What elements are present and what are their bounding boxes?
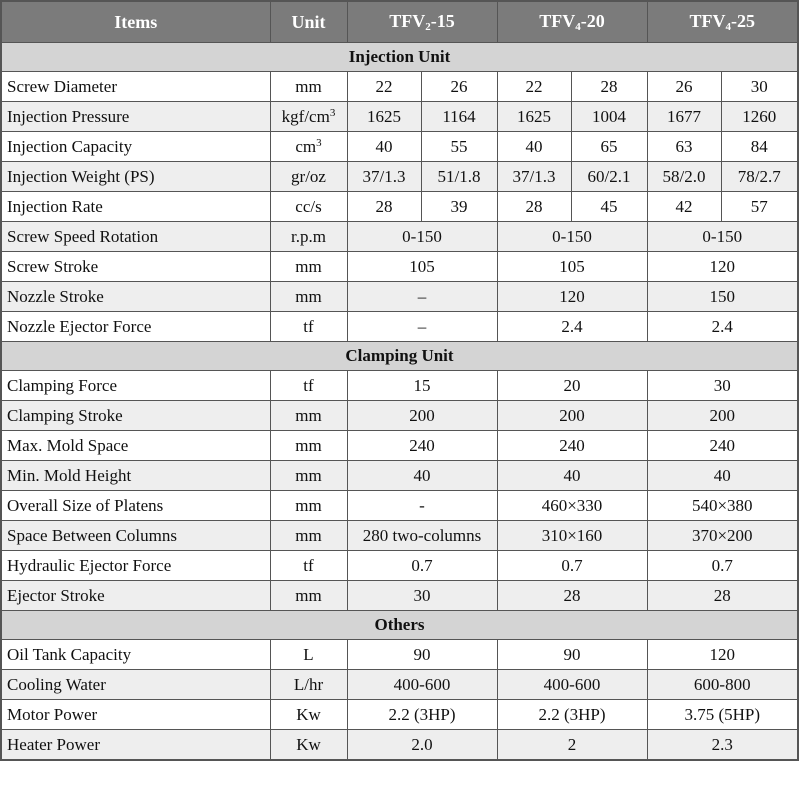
row-label: Motor Power [1, 700, 270, 730]
cell-value: 370×200 [647, 521, 798, 551]
cell-value: 1677 [647, 102, 721, 132]
cell-value: – [347, 312, 497, 342]
cell-value: 1625 [497, 102, 571, 132]
row-unit: mm [270, 581, 347, 611]
cell-value: 28 [497, 192, 571, 222]
cell-value: 37/1.3 [497, 162, 571, 192]
cell-value: 28 [647, 581, 798, 611]
cell-value: 2.3 [647, 730, 798, 761]
row-unit: mm [270, 401, 347, 431]
header-model-2: $TFV_4-20$ [497, 1, 647, 43]
table-row [1, 581, 798, 611]
cell-value: 2.0 [347, 730, 497, 761]
cell-value: 240 [647, 431, 798, 461]
row-unit: Kw [270, 730, 347, 761]
cell-value: 540×380 [647, 491, 798, 521]
table-row [1, 132, 798, 162]
cell-value: 42 [647, 192, 721, 222]
cell-value: - [347, 491, 497, 521]
cell-value: 22 [497, 72, 571, 102]
row-unit: mm [270, 431, 347, 461]
table-row [1, 491, 798, 521]
table-row [1, 192, 798, 222]
section-title: Clamping Unit [1, 342, 798, 371]
row-unit: mm [270, 521, 347, 551]
row-unit: mm [270, 72, 347, 102]
cell-value: 240 [347, 431, 497, 461]
row-label: Max. Mold Space [1, 431, 270, 461]
cell-value: 1260 [721, 102, 798, 132]
cell-value: 58/2.0 [647, 162, 721, 192]
cell-value: 55 [421, 132, 497, 162]
cell-value: 240 [497, 431, 647, 461]
cell-value: 310×160 [497, 521, 647, 551]
cell-value: 30 [721, 72, 798, 102]
cell-value: 30 [347, 581, 497, 611]
cell-value: 40 [647, 461, 798, 491]
table-row [1, 431, 798, 461]
table-row [1, 730, 798, 761]
cell-value: 90 [497, 640, 647, 670]
section-row [1, 342, 798, 371]
cell-value: 40 [497, 461, 647, 491]
cell-value: 120 [647, 640, 798, 670]
row-label: Nozzle Stroke [1, 282, 270, 312]
cell-value: 57 [721, 192, 798, 222]
cell-value: 0.7 [497, 551, 647, 581]
cell-value: 0.7 [647, 551, 798, 581]
cell-value: 30 [647, 371, 798, 401]
row-label: Nozzle Ejector Force [1, 312, 270, 342]
row-unit: mm [270, 252, 347, 282]
cell-value: 120 [647, 252, 798, 282]
table-row [1, 640, 798, 670]
row-label: Space Between Columns [1, 521, 270, 551]
cell-value: 1625 [347, 102, 421, 132]
cell-value: 0-150 [647, 222, 798, 252]
cell-value: 105 [497, 252, 647, 282]
cell-value: 200 [497, 401, 647, 431]
row-unit: mm [270, 461, 347, 491]
cell-value: 37/1.3 [347, 162, 421, 192]
cell-value: 2.2 (3HP) [347, 700, 497, 730]
cell-value: – [347, 282, 497, 312]
cell-value: 3.75 (5HP) [647, 700, 798, 730]
row-label: Screw Diameter [1, 72, 270, 102]
cell-value: 65 [571, 132, 647, 162]
cell-value: 15 [347, 371, 497, 401]
cell-value: 20 [497, 371, 647, 401]
cell-value: 84 [721, 132, 798, 162]
header-model-1: $TFV_2-15$ [347, 1, 497, 43]
cell-value: 120 [497, 282, 647, 312]
table-row [1, 670, 798, 700]
table-row [1, 401, 798, 431]
cell-value: 200 [347, 401, 497, 431]
cell-value: 60/2.1 [571, 162, 647, 192]
row-unit: gr/oz [270, 162, 347, 192]
row-label: Screw Stroke [1, 252, 270, 282]
row-unit: tf [270, 551, 347, 581]
table-row [1, 72, 798, 102]
header-unit: Unit [270, 1, 347, 43]
row-label: Clamping Stroke [1, 401, 270, 431]
cell-value: 40 [497, 132, 571, 162]
row-unit: tf [270, 312, 347, 342]
row-unit: tf [270, 371, 347, 401]
row-label: Min. Mold Height [1, 461, 270, 491]
header-model-3: $TFV_4-25$ [647, 1, 798, 43]
row-label: Hydraulic Ejector Force [1, 551, 270, 581]
row-label: Injection Capacity [1, 132, 270, 162]
section-title: Injection Unit [1, 43, 798, 72]
row-label: Clamping Force [1, 371, 270, 401]
header-row [1, 1, 798, 43]
row-label: Heater Power [1, 730, 270, 761]
cell-value: 40 [347, 461, 497, 491]
cell-value: 22 [347, 72, 421, 102]
cell-value: 26 [647, 72, 721, 102]
cell-value: 0-150 [497, 222, 647, 252]
table-row [1, 162, 798, 192]
row-label: Oil Tank Capacity [1, 640, 270, 670]
cell-value: 400-600 [347, 670, 497, 700]
table-row [1, 461, 798, 491]
row-label: Overall Size of Platens [1, 491, 270, 521]
cell-value: 2.2 (3HP) [497, 700, 647, 730]
table-row [1, 371, 798, 401]
cell-value: 0-150 [347, 222, 497, 252]
table-row [1, 282, 798, 312]
cell-value: 2.4 [497, 312, 647, 342]
cell-value: 40 [347, 132, 421, 162]
section-row [1, 611, 798, 640]
cell-value: 0.7 [347, 551, 497, 581]
table-row [1, 102, 798, 132]
row-unit: Kw [270, 700, 347, 730]
section-row [1, 43, 798, 72]
table-row [1, 252, 798, 282]
table-row [1, 222, 798, 252]
cell-value: 2.4 [647, 312, 798, 342]
cell-value: 150 [647, 282, 798, 312]
row-label: Screw Speed Rotation [1, 222, 270, 252]
cell-value: 90 [347, 640, 497, 670]
cell-value: 1164 [421, 102, 497, 132]
cell-value: 39 [421, 192, 497, 222]
cell-value: 28 [571, 72, 647, 102]
table-row [1, 312, 798, 342]
table-row [1, 551, 798, 581]
row-label: Injection Pressure [1, 102, 270, 132]
cell-value: 26 [421, 72, 497, 102]
cell-value: 105 [347, 252, 497, 282]
cell-value: 400-600 [497, 670, 647, 700]
cell-value: 78/2.7 [721, 162, 798, 192]
row-label: Injection Rate [1, 192, 270, 222]
cell-value: 600-800 [647, 670, 798, 700]
header-items: Items [1, 1, 270, 43]
row-label: Injection Weight (PS) [1, 162, 270, 192]
cell-value: 1004 [571, 102, 647, 132]
row-unit: mm [270, 282, 347, 312]
row-unit: $cm^3$ [270, 132, 347, 162]
cell-value: 51/1.8 [421, 162, 497, 192]
row-label: Ejector Stroke [1, 581, 270, 611]
row-unit: L/hr [270, 670, 347, 700]
cell-value: 280 two-columns [347, 521, 497, 551]
table-row [1, 700, 798, 730]
row-unit: kgf/$cm^3$ [270, 102, 347, 132]
row-unit: mm [270, 491, 347, 521]
cell-value: 28 [497, 581, 647, 611]
cell-value: 45 [571, 192, 647, 222]
cell-value: 460×330 [497, 491, 647, 521]
table-row [1, 521, 798, 551]
row-unit: cc/s [270, 192, 347, 222]
row-label: Cooling Water [1, 670, 270, 700]
cell-value: 63 [647, 132, 721, 162]
cell-value: 28 [347, 192, 421, 222]
cell-value: 2 [497, 730, 647, 761]
row-unit: L [270, 640, 347, 670]
cell-value: 200 [647, 401, 798, 431]
section-title: Others [1, 611, 798, 640]
row-unit: r.p.m [270, 222, 347, 252]
